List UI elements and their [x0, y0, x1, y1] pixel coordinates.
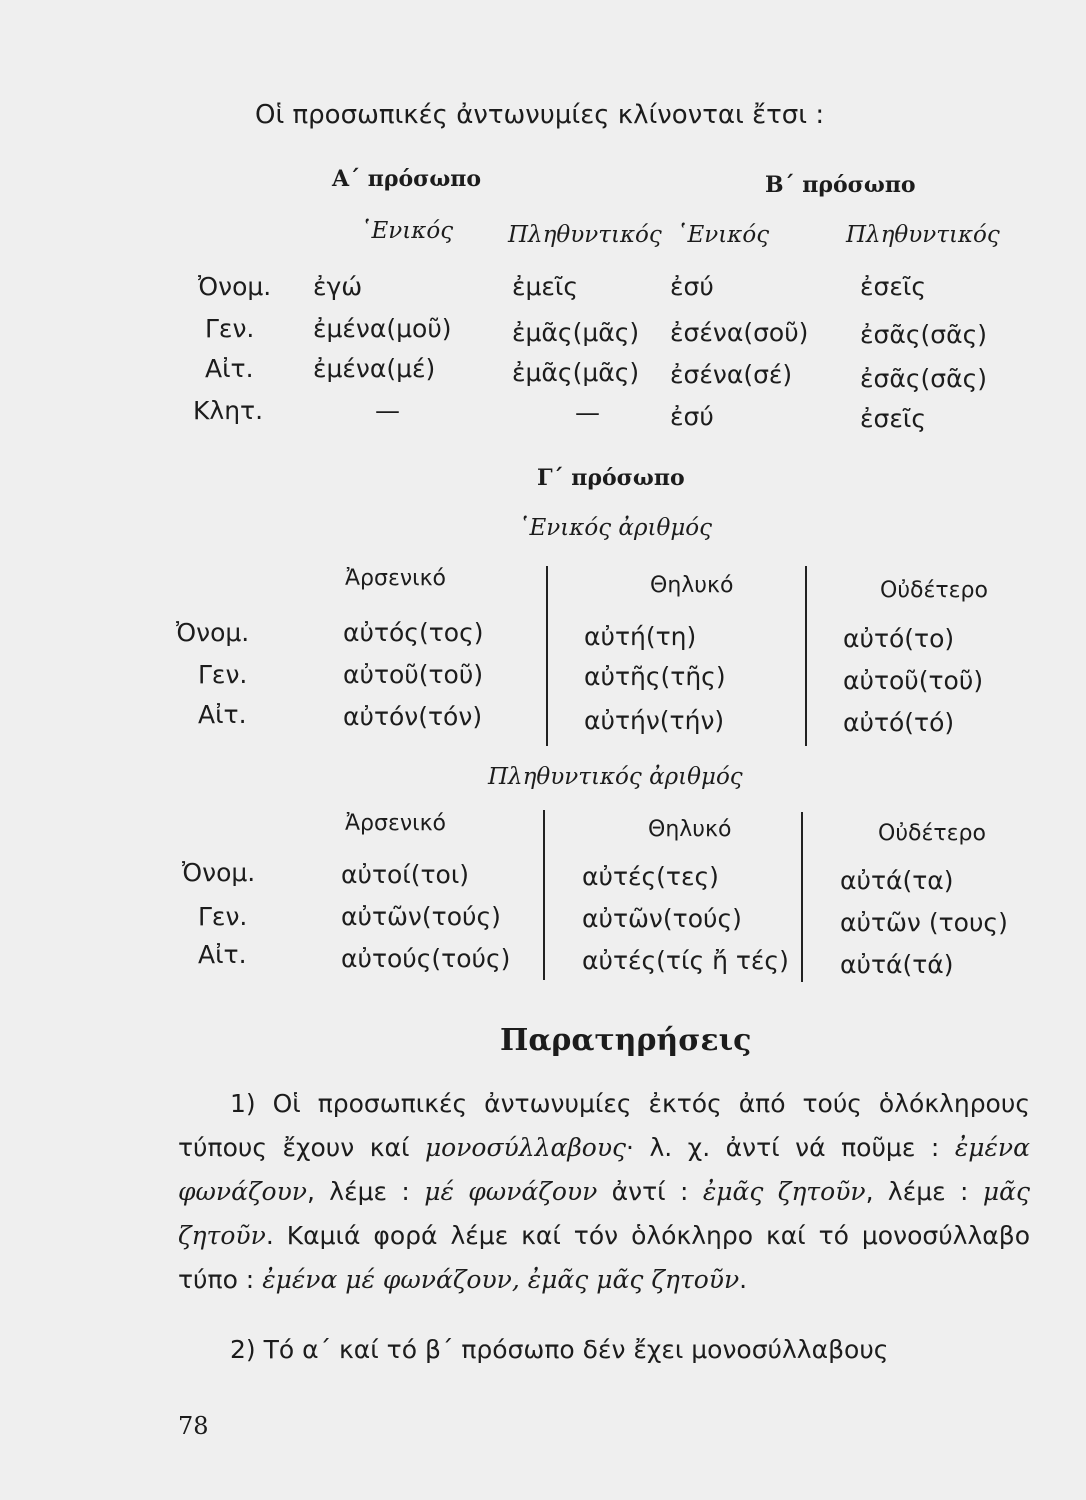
- text-run-italic: μᾶς ζητοῦν: [178, 1177, 1031, 1250]
- cell-masculine: αὐτός(τος): [343, 618, 484, 647]
- intro-line: Οἱ προσωπικές ἀντωνυμίες κλίνονται ἔτσι :: [255, 100, 825, 130]
- gender-masculine-header: Ἀρσενικό: [345, 811, 447, 836]
- cell-neuter: αὐτό(τό): [843, 708, 955, 737]
- gender-neuter-header: Οὐδέτερο: [880, 578, 988, 603]
- cell-feminine: αὐτῶν(τούς): [582, 904, 742, 933]
- cell-neuter: αὐτῶν (τους): [840, 908, 1008, 937]
- text-run: 1) Οἱ προσωπικές ἀντωνυμίες ἐκτός ἀπό τούς ὁλόκληρους τύπους ἔχουν καί: [178, 1089, 1030, 1162]
- paragraph-1: [178, 1082, 1030, 1302]
- observations-heading: Παρατηρήσεις: [500, 1023, 752, 1058]
- case-label: Ὀνομ.: [182, 858, 256, 887]
- cell-a-singular: —: [375, 396, 400, 425]
- case-label: Γεν.: [198, 902, 248, 931]
- cell-a-singular: ἐμένα(μέ): [313, 354, 436, 383]
- cell-a-plural: ἐμεῖς: [512, 272, 579, 301]
- cell-feminine: αὐτή(τη): [584, 622, 697, 651]
- cell-b-plural: ἐσᾶς(σᾶς): [860, 320, 988, 349]
- cell-masculine: αὐτόν(τόν): [343, 702, 483, 731]
- cell-a-plural: ἐμᾶς(μᾶς): [512, 358, 640, 387]
- gender-neuter-header: Οὐδέτερο: [878, 821, 986, 846]
- text-run-italic: ἐμένα μέ φωνάζουν, ἐμᾶς μᾶς ζητοῦν: [262, 1265, 740, 1294]
- cell-feminine: αὐτές(τες): [582, 862, 719, 891]
- cell-b-plural: ἐσεῖς: [860, 272, 927, 301]
- plural-subtitle: Πληθυντικός ἀριθμός: [488, 764, 743, 790]
- cell-b-singular: ἐσύ: [670, 272, 714, 301]
- singular-subtitle: ῾Ενικός ἀριθμός: [518, 515, 713, 541]
- header-a-singular: ῾Ενικός: [360, 218, 454, 244]
- cell-masculine: αὐτοῦ(τοῦ): [343, 660, 484, 689]
- cell-feminine: αὐτήν(τήν): [584, 706, 725, 735]
- header-b-singular: ῾Ενικός: [676, 222, 770, 248]
- case-label: Αἰτ.: [198, 700, 247, 729]
- column-divider: [543, 810, 545, 980]
- person-b-heading: Β΄ πρόσωπο: [765, 172, 916, 198]
- gender-feminine-header: Θηλυκό: [650, 573, 734, 598]
- cell-feminine: αὐτῆς(τῆς): [584, 662, 726, 691]
- paragraph-2: 2) Τό α΄ καί τό β΄ πρόσωπο δέν ἔχει μονοσύλλαβους: [230, 1335, 889, 1364]
- cell-a-singular: ἐγώ: [313, 272, 363, 301]
- cell-neuter: αὐτά(τα): [840, 866, 954, 895]
- case-label: Ὀνομ.: [176, 618, 250, 647]
- text-run: · λ. χ. ἀντί νά ποῦμε :: [626, 1133, 955, 1162]
- gender-masculine-header: Ἀρσενικό: [345, 566, 447, 591]
- cell-masculine: αὐτῶν(τούς): [341, 902, 501, 931]
- cell-feminine: αὐτές(τίς ἤ τές): [582, 946, 789, 975]
- cell-a-plural: ἐμᾶς(μᾶς): [512, 318, 640, 347]
- text-run-italic: ἐμᾶς ζητοῦν: [702, 1177, 866, 1206]
- cell-neuter: αὐτό(το): [843, 624, 955, 653]
- page-number: 78: [178, 1412, 209, 1440]
- text-run-italic: μονοσύλλαβους: [424, 1133, 627, 1162]
- cell-b-singular: ἐσένα(σέ): [670, 360, 793, 389]
- case-label: Ὀνομ.: [198, 272, 272, 301]
- case-label: Γεν.: [198, 660, 248, 689]
- text-run-italic: μέ φωνάζουν: [424, 1177, 598, 1206]
- column-divider: [801, 812, 803, 982]
- cell-b-plural: ἐσᾶς(σᾶς): [860, 364, 988, 393]
- case-label: Αἰτ.: [198, 940, 247, 969]
- text-run: , λέμε :: [306, 1177, 425, 1206]
- text-run: ἀντί :: [597, 1177, 703, 1206]
- person-c-heading: Γ΄ πρόσωπο: [537, 465, 685, 491]
- text-run: , λέμε :: [865, 1177, 983, 1206]
- cell-masculine: αὐτοί(τοι): [341, 860, 470, 889]
- header-b-plural: Πληθυντικός: [846, 222, 1000, 248]
- text-run: .: [739, 1265, 748, 1294]
- cell-neuter: αὐτοῦ(τοῦ): [843, 666, 984, 695]
- cell-a-plural: —: [575, 398, 600, 427]
- gender-feminine-header: Θηλυκό: [648, 817, 732, 842]
- cell-b-singular: ἐσύ: [670, 402, 714, 431]
- header-a-plural: Πληθυντικός: [508, 222, 662, 248]
- cell-masculine: αὐτούς(τούς): [341, 944, 511, 973]
- cell-b-plural: ἐσεῖς: [860, 404, 927, 433]
- column-divider: [546, 566, 548, 746]
- cell-neuter: αὐτά(τά): [840, 950, 954, 979]
- case-label: Γεν.: [205, 314, 255, 343]
- column-divider: [805, 566, 807, 746]
- text-run-italic: ἐμένα φωνάζουν: [178, 1133, 1030, 1206]
- case-label: Κλητ.: [193, 396, 264, 425]
- cell-b-singular: ἐσένα(σοῦ): [670, 318, 809, 347]
- person-a-heading: Α΄ πρόσωπο: [332, 166, 482, 192]
- text-run: . Καμιά φορά λέμε καί τόν ὁλόκληρο καί τό μονοσύλλαβο τύπο :: [178, 1221, 1030, 1294]
- case-label: Αἰτ.: [205, 354, 254, 383]
- cell-a-singular: ἐμένα(μοῦ): [313, 314, 452, 343]
